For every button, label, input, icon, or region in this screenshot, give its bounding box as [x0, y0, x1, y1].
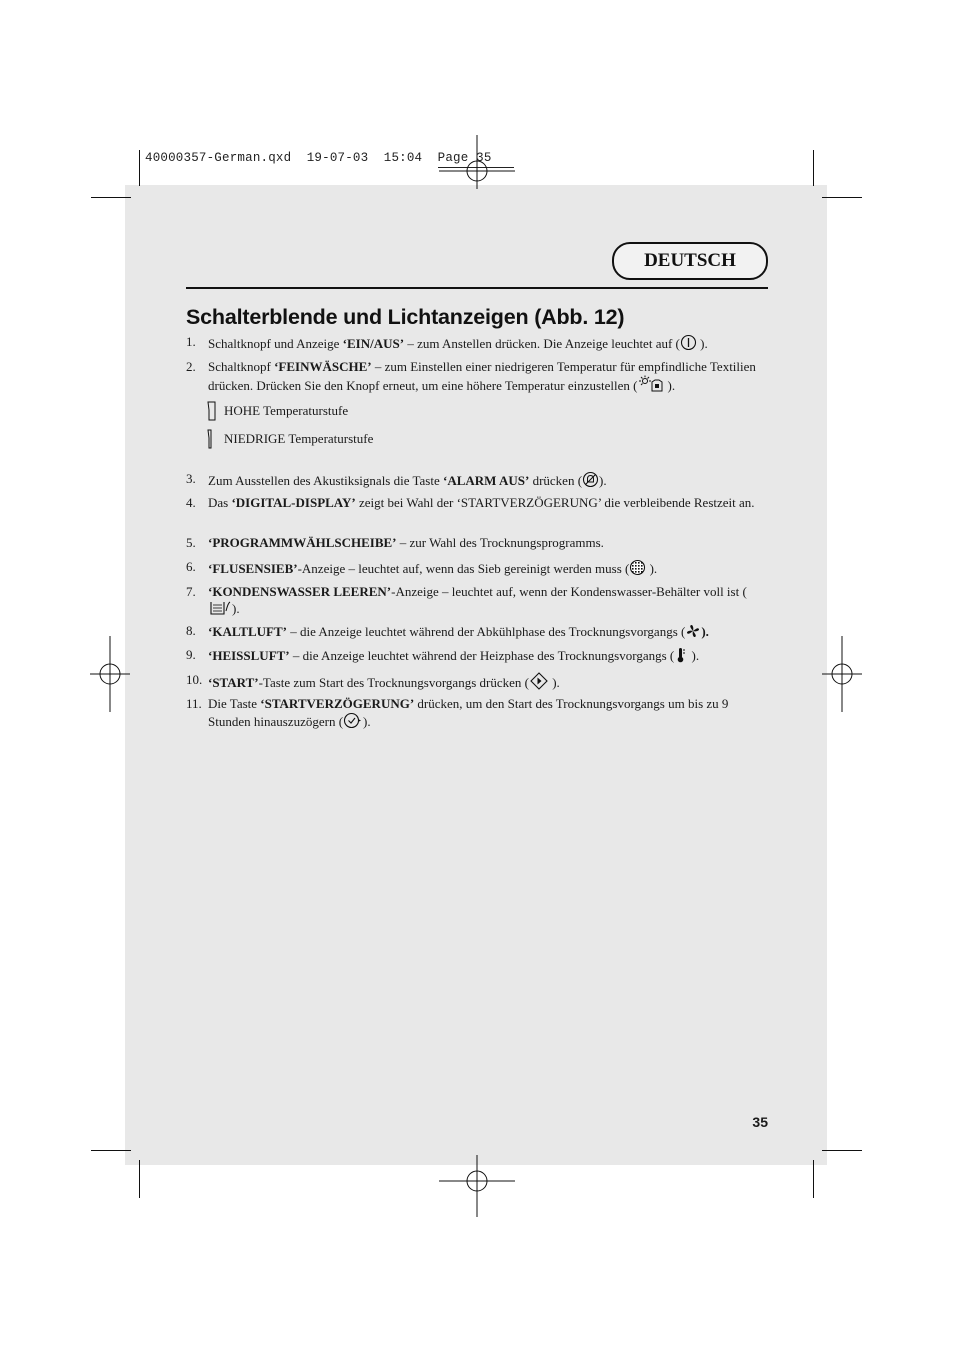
- item-text: – zum Einstellen einer niedrigeren Temperatur für empfindliche Textilien drücken. Drücken Sie den Knopf erneut, um eine höhere Temperatur einzustellen (: [208, 359, 756, 393]
- item-text: – zur Wahl des Trocknungsprogramms.: [396, 535, 604, 550]
- item-text: ).: [649, 561, 658, 576]
- fan-icon: [685, 623, 701, 639]
- item-text: ).: [691, 648, 700, 663]
- item-text: Zum Ausstellen des Akustiksignals die Taste: [208, 473, 444, 488]
- temperature-label: NIEDRIGE Temperaturstufe: [224, 431, 374, 446]
- item-text: Das: [208, 495, 232, 510]
- item-keyword: ‘START’: [208, 675, 259, 690]
- list-number: 7.: [186, 584, 196, 599]
- crop-mark: [813, 1160, 814, 1198]
- list-number: 3.: [186, 471, 196, 486]
- header-rule: [186, 287, 768, 289]
- item-keyword: ‘KALTLUFT’: [208, 624, 287, 639]
- item-keyword: ‘STARTVERZÖGERUNG’: [260, 696, 415, 711]
- high-temp-icon: [206, 400, 218, 422]
- alarm-off-icon: [582, 471, 599, 488]
- crop-mark: [139, 150, 140, 186]
- language-badge: DEUTSCH: [612, 242, 768, 280]
- item-keyword: ‘KONDENSWASSER LEEREN’: [208, 584, 392, 599]
- list-number: 1.: [186, 334, 196, 349]
- item-text: ).: [552, 675, 560, 690]
- registration-mark-top: [437, 131, 517, 211]
- list-number: 2.: [186, 359, 196, 374]
- item-text: zeigt bei Wahl der ‘STARTVERZÖGERUNG’ die verbleibende Restzeit an.: [355, 495, 755, 510]
- list-number: 10.: [186, 672, 203, 687]
- list-number: 9.: [186, 647, 196, 662]
- item-text: drücken (: [529, 473, 583, 488]
- list-number: 6.: [186, 559, 196, 574]
- item-keyword: ‘ALARM AUS’: [443, 473, 530, 488]
- item-text: ).: [599, 473, 607, 488]
- item-keyword: ‘FLUSENSIEB’: [208, 561, 298, 576]
- item-text: ).: [701, 624, 709, 639]
- crop-mark: [139, 1160, 140, 1198]
- water-tank-icon: [208, 600, 232, 616]
- delicate-icon: [638, 375, 668, 393]
- list-number: 5.: [186, 535, 196, 550]
- list-number: 11.: [186, 696, 202, 711]
- temperature-label: HOHE Temperaturstufe: [224, 403, 349, 418]
- registration-mark-right: [802, 634, 882, 714]
- crop-mark: [822, 197, 862, 198]
- item-text: ).: [667, 378, 676, 393]
- item-text: Schaltknopf: [208, 359, 275, 374]
- item-text: – die Anzeige leuchtet während der Abkühlphase des Trocknungsvorgangs (: [286, 624, 686, 639]
- power-icon: [680, 334, 697, 351]
- list-number: 4.: [186, 495, 196, 510]
- item-text: Die Taste: [208, 696, 261, 711]
- item-text: -Anzeige – leuchtet auf, wenn das Sieb gereinigt werden muss (: [297, 561, 630, 576]
- list-number: 8.: [186, 623, 196, 638]
- item-text: ).: [363, 714, 371, 729]
- item-text: -Taste zum Start des Trocknungsvorgangs drücken (: [258, 675, 529, 690]
- item-text: drücken, um den Start des Trocknungsvorgangs um bis zu 9 Stunden hinauszuzögern (: [208, 696, 729, 729]
- start-icon: [529, 672, 549, 690]
- filter-icon: [629, 559, 646, 576]
- crop-mark: [813, 150, 814, 186]
- item-text: ).: [700, 336, 708, 351]
- item-text: ).: [232, 601, 240, 616]
- registration-mark-bottom: [437, 1141, 517, 1221]
- item-keyword: ‘HEISSLUFT’: [208, 648, 290, 663]
- page-number: 35: [752, 1114, 768, 1130]
- low-temp-icon: [206, 428, 218, 450]
- item-text: – zum Anstellen drücken. Die Anzeige leuchtet auf (: [404, 336, 680, 351]
- crop-mark: [91, 197, 131, 198]
- item-keyword: ‘DIGITAL-DISPLAY’: [231, 495, 356, 510]
- crop-mark: [822, 1150, 862, 1151]
- slug-line: 40000357-German.qxd 19-07-03 15:04 Page 35: [145, 151, 492, 165]
- crop-mark: [91, 1150, 131, 1151]
- item-keyword: ‘FEINWÄSCHE’: [274, 359, 372, 374]
- item-text: Schaltknopf und Anzeige: [208, 336, 343, 351]
- item-text: -Anzeige – leuchtet auf, wenn der Kondenswasser-Behälter voll ist (: [391, 584, 747, 599]
- item-text: – die Anzeige leuchtet während der Heizphase des Trocknungsvorgangs (: [289, 648, 675, 663]
- delay-icon: [343, 712, 363, 729]
- thermometer-icon: [674, 647, 688, 663]
- registration-mark-left: [70, 634, 150, 714]
- item-keyword: ‘PROGRAMMWÄHLSCHEIBE’: [208, 535, 397, 550]
- page-title: Schalterblende und Lichtanzeigen (Abb. 12): [186, 305, 625, 329]
- item-keyword: ‘EIN/AUS’: [342, 336, 405, 351]
